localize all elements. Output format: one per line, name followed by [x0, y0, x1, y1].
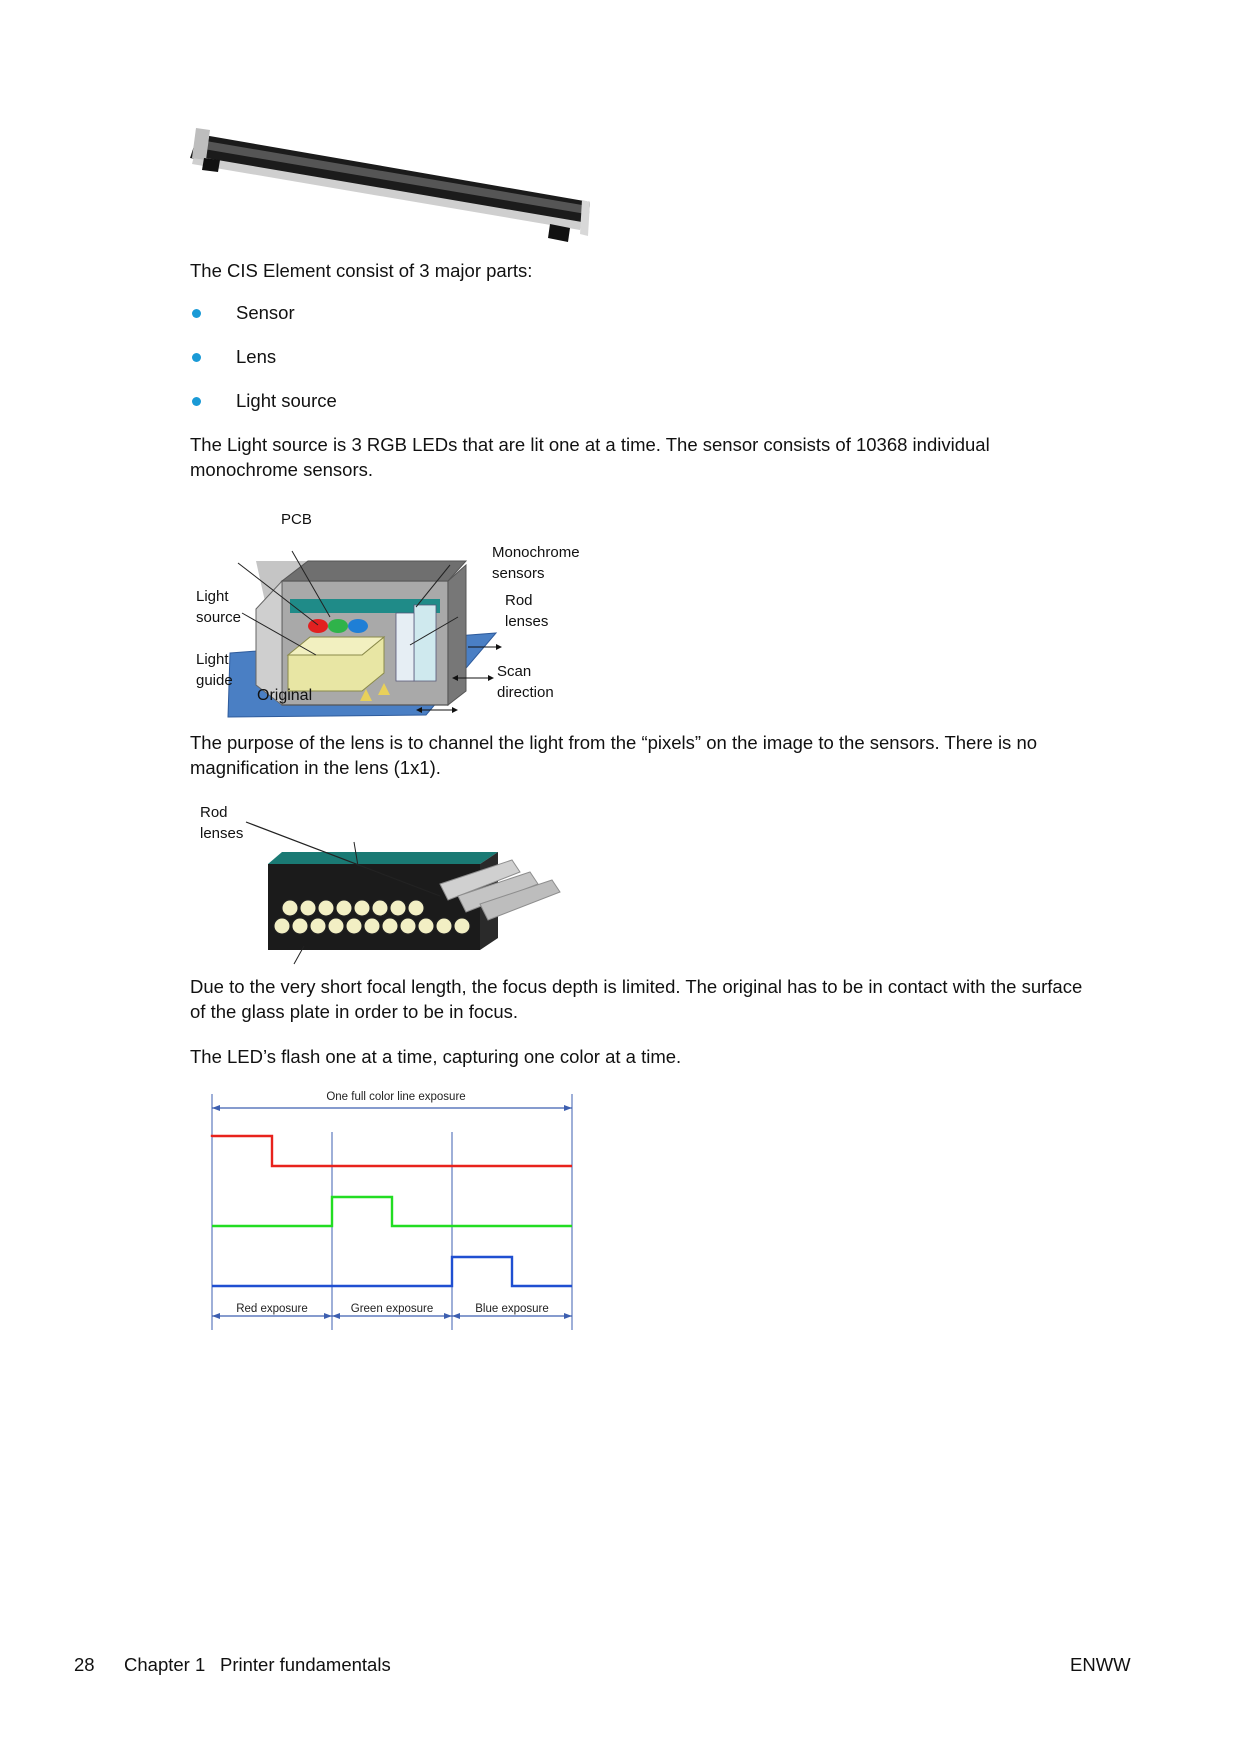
- label-line: Scan: [497, 663, 532, 680]
- footer-section: Printer fundamentals: [220, 1654, 391, 1675]
- timing-title: One full color line exposure: [326, 1091, 466, 1103]
- lens-paragraph: The purpose of the lens is to channel the light from the “pixels” on the image to the sensors. There is no magnification in the lens (1x1).: [190, 732, 1038, 778]
- led-paragraph: The LED’s flash one at a time, capturing one color at a time.: [190, 1046, 682, 1067]
- list-item: [190, 300, 295, 326]
- list-item-label: Sensor: [236, 302, 295, 323]
- label-line: Light: [196, 651, 229, 668]
- light-source-paragraph: The Light source is 3 RGB LEDs that are lit one at a time. The sensor consists of 10368 individual monochrome sensors.: [190, 434, 990, 480]
- red-exposure-label: Red exposure: [236, 1303, 308, 1315]
- scan-direction-label: [497, 661, 554, 703]
- label-line: guide: [196, 672, 233, 689]
- light-guide-label: [196, 649, 233, 691]
- pcb-label: PCB: [281, 511, 312, 528]
- bullet-icon: [192, 309, 201, 318]
- green-exposure-label: Green exposure: [350, 1303, 434, 1315]
- rod-lenses-label: [505, 590, 548, 632]
- label-line: Rod: [200, 804, 228, 821]
- rod-lens-diagram: [190, 800, 570, 970]
- bullet-icon: [192, 353, 201, 362]
- intro-text: The CIS Element consist of 3 major parts:: [190, 260, 533, 281]
- rod-lenses-label: [200, 802, 243, 844]
- cis-element-image: [190, 128, 595, 248]
- label-line: Rod: [505, 592, 533, 609]
- list-item: [190, 344, 276, 370]
- footer-enww: ENWW: [1070, 1654, 1131, 1675]
- label-line: Monochrome: [492, 544, 580, 561]
- label-line: sensors: [492, 565, 545, 582]
- focus-paragraph: Due to the very short focal length, the focus depth is limited. The original has to be in contact with the surface of the glass plate in order to be in focus.: [190, 976, 1083, 1022]
- led-timing-diagram: [190, 1082, 610, 1338]
- blue-exposure-label: Blue exposure: [475, 1303, 549, 1315]
- label-line: lenses: [505, 613, 549, 630]
- bullet-icon: [192, 397, 201, 406]
- footer-chapter: Chapter 1: [124, 1654, 206, 1675]
- label-line: source: [196, 609, 242, 626]
- page-number: 28: [74, 1654, 95, 1675]
- list-item: [190, 388, 337, 414]
- label-line: Light: [196, 588, 229, 605]
- label-line: lenses: [200, 825, 244, 842]
- light-source-label: [196, 586, 241, 628]
- monochrome-sensors-label: [492, 542, 580, 584]
- list-item-label: Light source: [236, 390, 337, 411]
- label-line: direction: [497, 684, 554, 701]
- list-item-label: Lens: [236, 346, 277, 367]
- original-label: Original: [257, 687, 313, 704]
